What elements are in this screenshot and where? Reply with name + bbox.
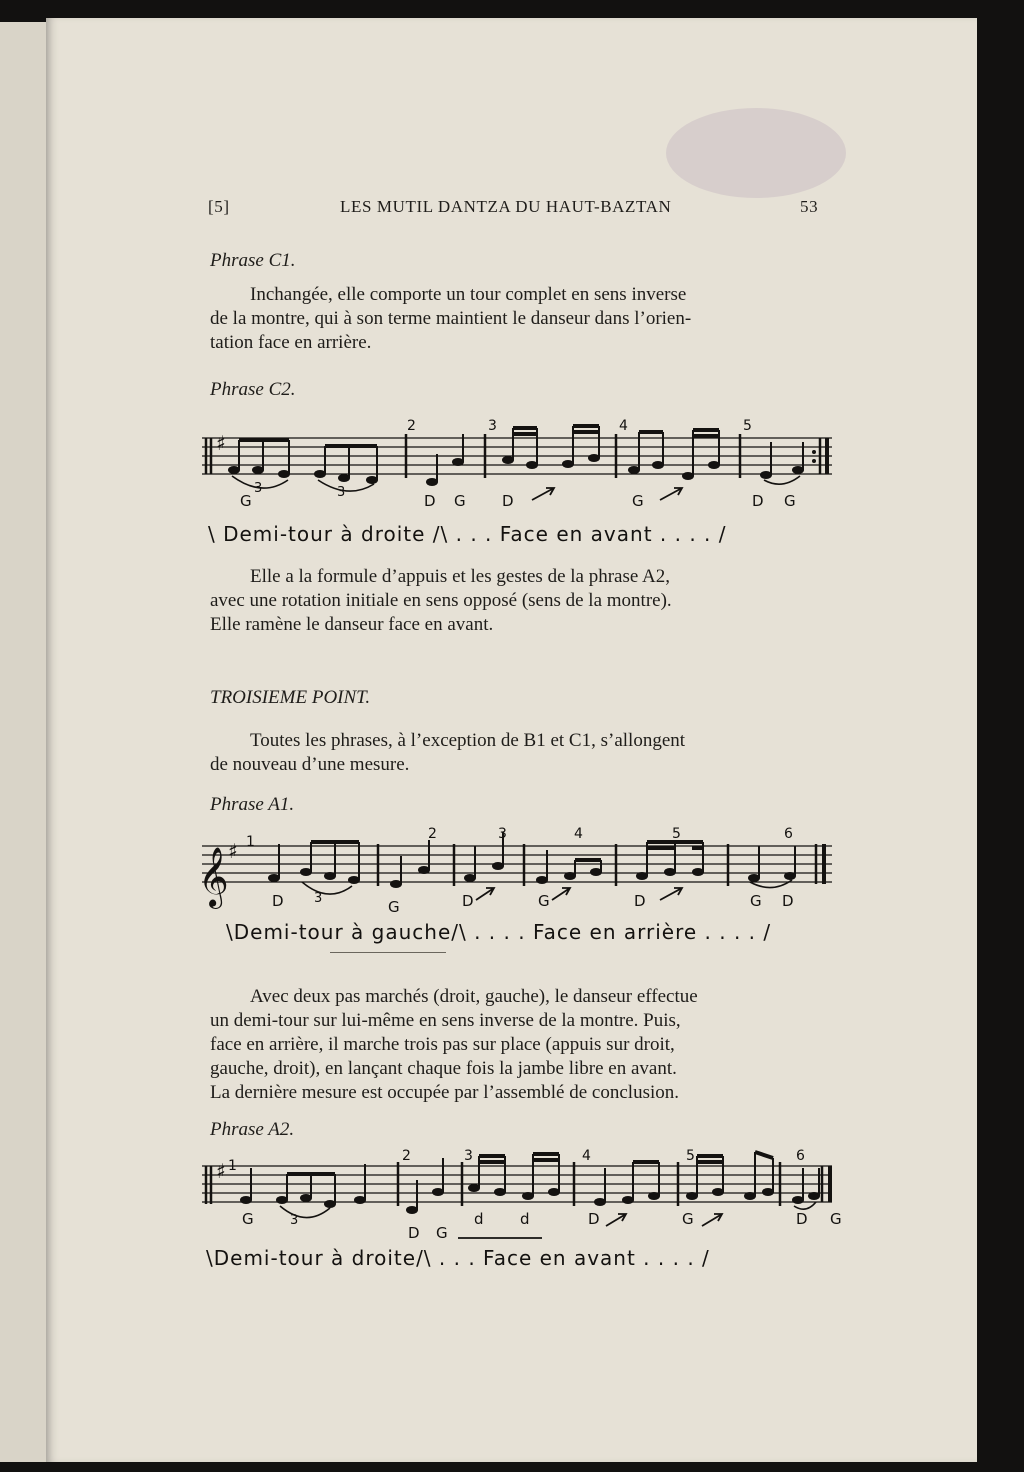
- paragraph-line: Inchangée, elle comporte un tour complet en sens inverse: [250, 284, 687, 305]
- phrase-a2-heading: Phrase A2.: [210, 1119, 295, 1140]
- step-letter: D: [408, 1224, 420, 1242]
- svg-text:♯: ♯: [228, 839, 238, 863]
- direction-arrows-c2: [202, 484, 842, 504]
- svg-text:♯: ♯: [216, 1159, 226, 1183]
- step-letter: D: [588, 1210, 600, 1228]
- measure-number: 3: [488, 418, 497, 434]
- step-letter: G: [454, 492, 466, 510]
- measure-number: 2: [407, 418, 416, 434]
- triplet-mark: 3: [314, 891, 323, 906]
- measure-number: 3: [464, 1148, 473, 1164]
- step-letter: G: [682, 1210, 694, 1228]
- direction-arrows-a2: [202, 1208, 842, 1242]
- measure-number: 4: [619, 418, 628, 434]
- paragraph-line: Toutes les phrases, à l’exception de B1 et C1, s’allongent: [250, 730, 686, 751]
- phrase-c1-heading: Phrase C1.: [210, 250, 296, 271]
- measure-number: 2: [428, 826, 437, 842]
- step-letter: D: [634, 892, 646, 910]
- section-heading: TROISIEME POINT.: [210, 687, 371, 708]
- paragraph-line: gauche, droit), en lançant chaque fois la jambe libre en avant.: [210, 1058, 677, 1079]
- step-letter: D: [424, 492, 436, 510]
- step-letter: d: [520, 1210, 530, 1228]
- paragraph-line: face en arrière, il marche trois pas sur place (appuis sur droit,: [210, 1034, 675, 1055]
- triplet-mark: 3: [254, 481, 263, 496]
- step-letter: D: [462, 892, 474, 910]
- measure-number: 6: [796, 1148, 805, 1164]
- triplet-mark: 3: [337, 485, 346, 500]
- running-title: LES MUTIL DANTZA DU HAUT-BAZTAN: [340, 197, 672, 216]
- measure-number: 6: [784, 826, 793, 842]
- measure-number: 1: [228, 1158, 237, 1174]
- dance-caption-a1: \Demi-tour à gauche/\ . . . . Face en arrière . . . . /: [226, 920, 772, 944]
- direction-arrows-a1: [202, 884, 842, 904]
- paragraph-line: un demi-tour sur lui-même en sens inverse de la montre. Puis,: [210, 1010, 681, 1031]
- paragraph-line: Avec deux pas marchés (droit, gauche), le danseur effectue: [250, 986, 698, 1007]
- paragraph-line: avec une rotation initiale en sens opposé (sens de la montre).: [210, 590, 672, 611]
- phrase-c2-heading: Phrase C2.: [210, 379, 296, 400]
- paragraph-line: de la montre, qui à son terme maintient le danseur dans l’orien-: [210, 308, 692, 329]
- paragraph-line: Elle ramène le danseur face en avant.: [210, 614, 494, 635]
- step-letter: G: [784, 492, 796, 510]
- step-letter: G: [240, 492, 252, 510]
- measure-number: 5: [743, 418, 752, 434]
- measure-number: 5: [686, 1148, 695, 1164]
- paragraph-line: La dernière mesure est occupée par l’assemblé de conclusion.: [210, 1082, 679, 1103]
- step-letter: D: [502, 492, 514, 510]
- step-letter: G: [750, 892, 762, 910]
- measure-number: 1: [246, 834, 255, 850]
- paragraph-line: tation face en arrière.: [210, 332, 372, 353]
- paragraph-line: Elle a la formule d’appuis et les gestes de la phrase A2,: [250, 566, 670, 587]
- step-letter: D: [796, 1210, 808, 1228]
- step-letter: d: [474, 1210, 484, 1228]
- step-letter: G: [242, 1210, 254, 1228]
- svg-text:♯: ♯: [216, 431, 226, 455]
- triplet-mark: 3: [290, 1213, 299, 1228]
- page-number: 53: [800, 197, 819, 216]
- step-letter: G: [436, 1224, 448, 1242]
- step-letter: D: [782, 892, 794, 910]
- book-page: [46, 18, 977, 1462]
- step-letter: G: [538, 892, 550, 910]
- step-letter: G: [830, 1210, 842, 1228]
- measure-number: 4: [574, 826, 583, 842]
- phrase-a1-heading: Phrase A1.: [210, 794, 295, 815]
- ink-stain: [666, 108, 846, 198]
- svg-text:𝄞: 𝄞: [198, 847, 229, 907]
- separator-rule: [330, 952, 446, 953]
- step-letter: G: [388, 898, 400, 916]
- chapter-number: [5]: [208, 197, 230, 216]
- dance-caption-c2: \ Demi-tour à droite /\ . . . Face en avant . . . . /: [208, 522, 727, 546]
- measure-number: 4: [582, 1148, 591, 1164]
- step-letter: G: [632, 492, 644, 510]
- measure-number: 5: [672, 826, 681, 842]
- measure-number: 3: [498, 826, 507, 842]
- step-letter: D: [752, 492, 764, 510]
- paragraph-line: de nouveau d’une mesure.: [210, 754, 410, 775]
- dance-caption-a2: \Demi-tour à droite/\ . . . Face en avant . . . . /: [206, 1246, 710, 1270]
- step-letter: D: [272, 892, 284, 910]
- measure-number: 2: [402, 1148, 411, 1164]
